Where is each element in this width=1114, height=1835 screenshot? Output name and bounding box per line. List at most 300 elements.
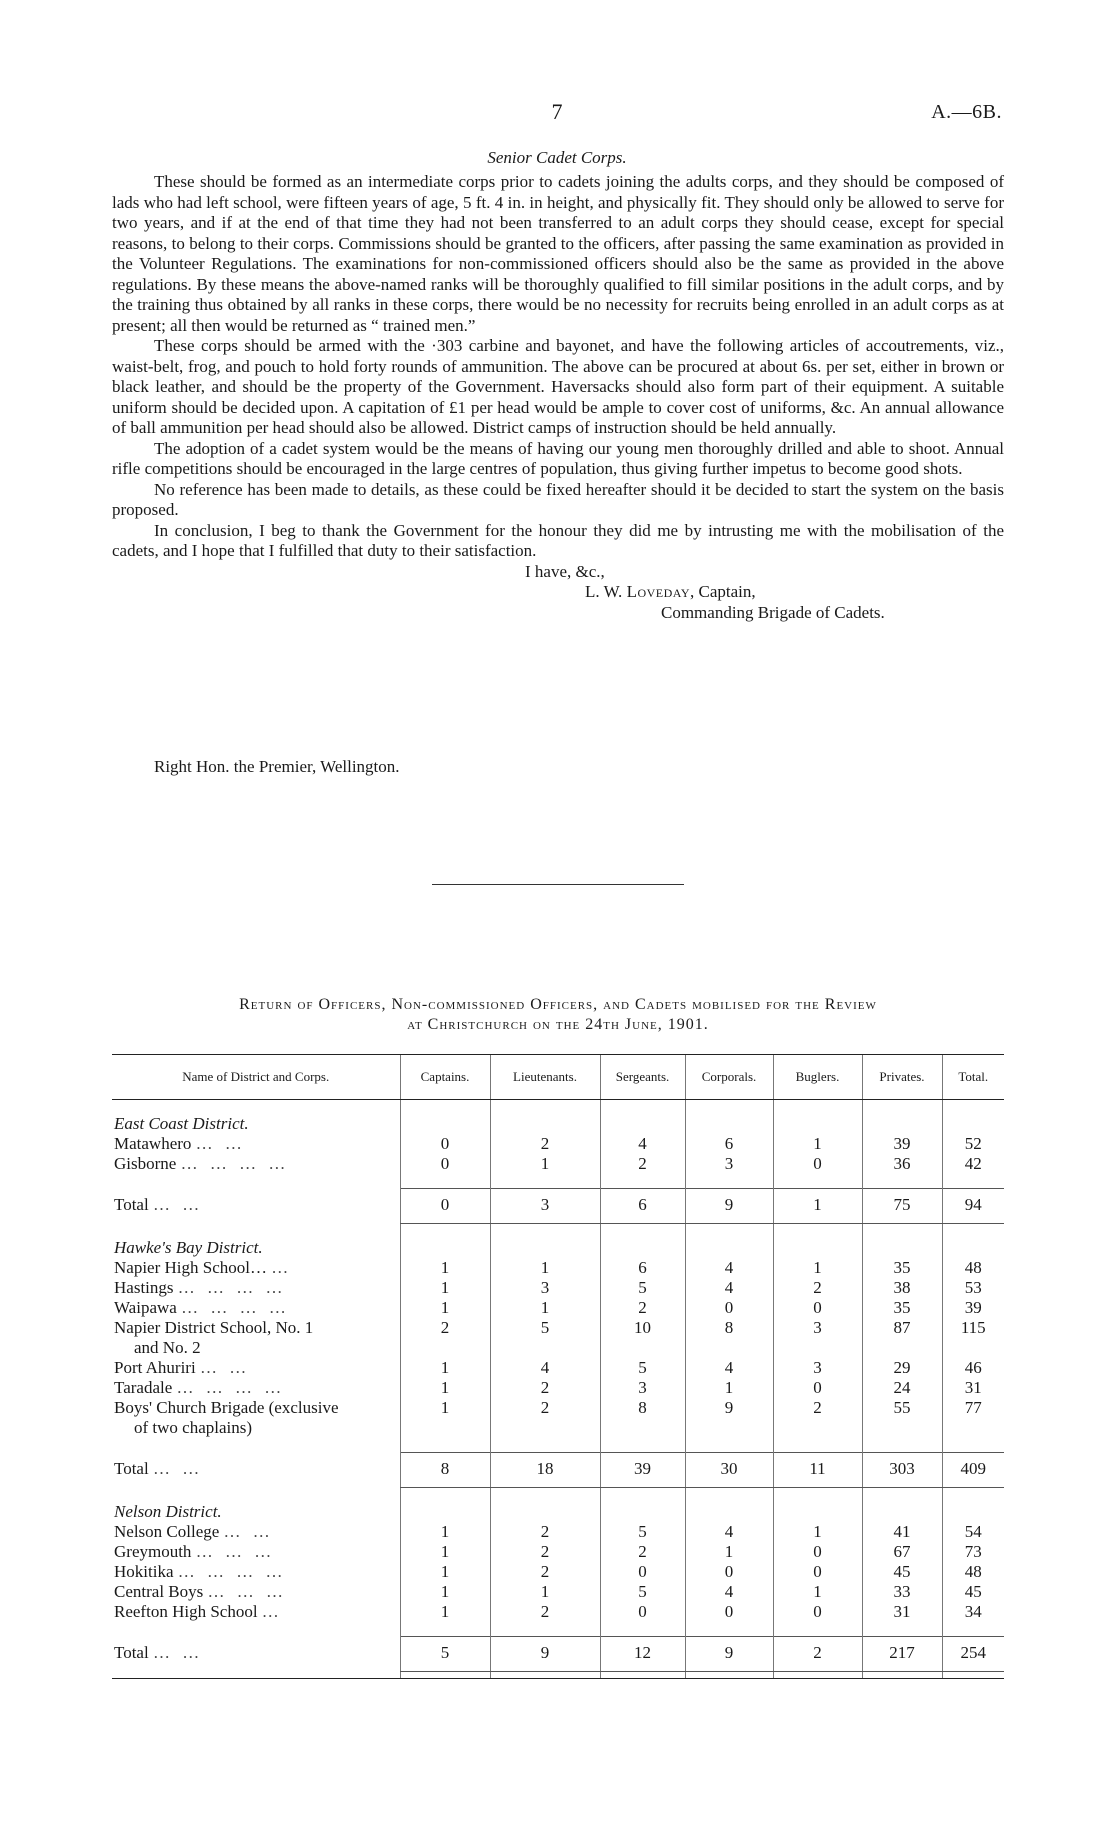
total-cell: 9 [685,1189,773,1224]
empty-cell [773,1622,862,1637]
signatory-title: Commanding Brigade of Cadets. [661,602,885,622]
corps-name-cell [112,1278,400,1298]
empty-cell [600,1100,685,1115]
divider [432,884,684,885]
empty-cell [773,1174,862,1189]
empty-cell [490,1672,600,1679]
total-cell: 94 [942,1189,1004,1224]
table-cell: 2 [490,1134,600,1154]
table-cell: 2 [490,1602,600,1622]
table-row [112,1258,1004,1278]
empty-cell [942,1502,1004,1522]
table-cell: 33 [862,1582,942,1602]
column-header: Privates. [862,1055,942,1100]
empty-cell [685,1502,773,1522]
page-number: 7 [551,99,563,124]
empty-cell [942,1114,1004,1134]
corps-name: Boys' Church Brigade (exclusive [114,1398,339,1417]
corps-name: Napier District School, No. 1 [114,1318,314,1337]
table-cell: 35 [862,1298,942,1318]
table-cell: 2 [490,1522,600,1542]
table-row [112,1278,1004,1298]
table-cell: 0 [773,1602,862,1622]
leader-dots: … [271,1258,293,1277]
empty-cell [773,1672,862,1679]
empty-cell [112,1438,400,1453]
table-cell: 2 [773,1398,862,1438]
table-cell: 45 [942,1582,1004,1602]
corps-name: Port Ahuriri [114,1358,196,1377]
column-header: Sergeants. [600,1055,685,1100]
total-cell: 30 [685,1453,773,1488]
corps-name: Nelson College [114,1522,220,1541]
table-cell: 3 [490,1278,600,1298]
empty-cell [773,1238,862,1258]
empty-cell [942,1224,1004,1239]
table-cell: 2 [490,1378,600,1398]
leader-dots: … … … [195,1542,276,1561]
empty-cell [600,1502,685,1522]
table-cell: 67 [862,1542,942,1562]
leader-dots: … … [195,1134,246,1153]
table-cell: 4 [685,1258,773,1278]
table-cell: 0 [400,1134,490,1154]
table-cell: 2 [490,1398,600,1438]
table-cell: 1 [400,1378,490,1398]
table-cell: 29 [862,1358,942,1378]
total-label: Total [114,1194,149,1214]
leader-dots: … … [152,1194,204,1214]
corps-name-cell [112,1134,400,1154]
table-cell: 31 [942,1378,1004,1398]
table-title-line: at Christchurch on the 24th June, 1901. [407,1016,709,1033]
total-cell: 254 [942,1637,1004,1672]
empty-cell [490,1224,600,1239]
leader-dots: … … … … [181,1298,290,1317]
empty-cell [942,1622,1004,1637]
table-cell: 8 [685,1318,773,1358]
empty-cell [685,1224,773,1239]
district-heading-row [112,1502,1004,1522]
corps-name: Hokitika [114,1562,174,1581]
table-row [112,1602,1004,1622]
table-cell: 0 [773,1298,862,1318]
total-cell: 9 [685,1637,773,1672]
spacer-row [112,1224,1004,1239]
table-cell: 4 [685,1582,773,1602]
table-cell: 42 [942,1154,1004,1174]
table-cell: 2 [600,1542,685,1562]
table-cell: 45 [862,1562,942,1582]
corps-name-cell [112,1602,400,1622]
table-cell: 2 [600,1154,685,1174]
leader-dots: … … … [207,1582,287,1601]
empty-cell [400,1114,490,1134]
empty-cell [685,1238,773,1258]
empty-cell [490,1488,600,1503]
leader-dots: … … [199,1358,251,1377]
table-cell: 38 [862,1278,942,1298]
table-cell: 6 [600,1258,685,1278]
table-row [112,1318,1004,1358]
total-label-cell [112,1189,400,1224]
empty-cell [400,1622,490,1637]
table-cell: 5 [600,1358,685,1378]
table-cell: 1 [400,1398,490,1438]
corps-name-continued: and No. 2 [134,1338,201,1357]
total-row [112,1637,1004,1672]
empty-cell [942,1672,1004,1679]
table-cell: 2 [400,1318,490,1358]
table-cell: 1 [773,1522,862,1542]
table-cell: 4 [685,1278,773,1298]
signatory-rank: , Captain, [690,582,756,601]
table-cell: 0 [600,1562,685,1582]
empty-cell [862,1438,942,1453]
table-cell: 4 [490,1358,600,1378]
table-cell: 24 [862,1378,942,1398]
table-cell: 6 [685,1134,773,1154]
empty-cell [490,1100,600,1115]
table-cell: 48 [942,1258,1004,1278]
empty-cell [400,1672,490,1679]
total-cell: 303 [862,1453,942,1488]
corps-name: Central Boys [114,1582,204,1601]
corps-name-cell [112,1258,400,1278]
empty-cell [862,1114,942,1134]
table-row [112,1134,1004,1154]
column-header: Lieutenants. [490,1055,600,1100]
empty-cell [400,1238,490,1258]
empty-cell [400,1174,490,1189]
table-body [112,1100,1004,1679]
empty-cell [490,1114,600,1134]
table-cell: 1 [400,1582,490,1602]
empty-cell [490,1174,600,1189]
table-row [112,1398,1004,1438]
table-cell: 5 [600,1278,685,1298]
paragraph: These should be formed as an intermediate corps prior to cadets joining the adults corps, and they should be composed of lads who had left school, were fifteen years of age, 5 ft. 4 in. in height, and physically fit. They should only be allowed to serve for two years, and if at the end of that time they had not been transferred to an adult corps they should cease, except for special reasons, to belong to their corps. Commissions should be granted to the officers, after passing the same examination as provided in the Volunteer Regulations. The examinations for non-commissioned officers should also be the same as provided in the above regulations. By these means the above-named ranks will be thoroughly qualified to fill similar positions in the adult corps, and by the training thus obtained by all ranks in these corps, there would be no necessity for recruits being enrolled in an adult corps as at present; all then would be returned as “ trained men.” [112,172,1004,335]
table-cell: 0 [773,1154,862,1174]
total-row [112,1189,1004,1224]
section-heading: Senior Cadet Corps. [487,148,627,167]
empty-cell [400,1488,490,1503]
table-cell: 3 [773,1318,862,1358]
leader-dots: … [261,1602,283,1621]
table-cell: 1 [490,1582,600,1602]
corps-name-continued: of two chaplains) [134,1418,253,1437]
total-cell: 39 [600,1453,685,1488]
corps-name: Reefton High School [114,1602,258,1621]
table-cell: 0 [400,1154,490,1174]
table-row [112,1298,1004,1318]
total-cell: 6 [600,1189,685,1224]
spacer-row [112,1100,1004,1115]
empty-cell [685,1622,773,1637]
empty-cell [112,1174,400,1189]
table-cell: 41 [862,1522,942,1542]
empty-cell [600,1488,685,1503]
table-cell: 46 [942,1358,1004,1378]
table-cell: 1 [773,1258,862,1278]
paragraph: The adoption of a cadet system would be the means of having our young men thoroughly drilled and able to shoot. Annual rifle competitions should be encouraged in the large centres of population, thus giving further impetus to become good shots. [112,438,1004,478]
empty-cell [942,1438,1004,1453]
table-row [112,1522,1004,1542]
empty-cell [862,1622,942,1637]
table-cell: 1 [400,1358,490,1378]
table-cell: 4 [685,1522,773,1542]
table-cell: 73 [942,1542,1004,1562]
total-cell: 5 [400,1637,490,1672]
empty-cell [862,1100,942,1115]
total-label: Total [114,1458,149,1478]
empty-cell [862,1224,942,1239]
table-cell: 77 [942,1398,1004,1438]
table-cell: 0 [600,1602,685,1622]
empty-cell [773,1502,862,1522]
table-cell: 55 [862,1398,942,1438]
table-cell: 0 [685,1602,773,1622]
table-cell: 36 [862,1154,942,1174]
table-cell: 4 [685,1358,773,1378]
empty-cell [685,1174,773,1189]
district-name: East Coast District. [114,1114,249,1133]
table-title-line: Return of Officers, Non-commissioned Officers, and Cadets mobilised for the Review [239,996,877,1013]
leader-dots: … … … … [177,1562,287,1581]
empty-cell [490,1238,600,1258]
signatory-initials: L. W. [585,582,623,601]
column-header: Captains. [400,1055,490,1100]
empty-cell [862,1488,942,1503]
total-label-cell [112,1637,400,1672]
empty-cell [400,1502,490,1522]
table-cell: 1 [400,1522,490,1542]
corps-name-cell [112,1562,400,1582]
table-cell: 1 [490,1258,600,1278]
empty-cell [942,1238,1004,1258]
table-cell: 1 [685,1378,773,1398]
total-cell: 217 [862,1637,942,1672]
table-cell: 39 [862,1134,942,1154]
empty-cell [600,1438,685,1453]
empty-cell [112,1100,400,1115]
table-cell: 1 [773,1582,862,1602]
leader-dots: … … … … [177,1278,287,1297]
returns-table [112,1054,1004,1679]
corps-name: Matawhero [114,1134,192,1153]
empty-cell [685,1488,773,1503]
table-cell: 2 [490,1542,600,1562]
total-cell: 18 [490,1453,600,1488]
empty-cell [112,1488,400,1503]
empty-cell [685,1114,773,1134]
empty-cell [862,1174,942,1189]
table-cell: 1 [773,1134,862,1154]
empty-cell [600,1622,685,1637]
table-cell: 0 [685,1298,773,1318]
table-cell: 2 [773,1278,862,1298]
corps-name-cell [112,1582,400,1602]
table-cell: 10 [600,1318,685,1358]
empty-cell [942,1488,1004,1503]
empty-cell [862,1238,942,1258]
table-cell: 1 [400,1258,490,1278]
empty-cell [400,1438,490,1453]
empty-cell [773,1100,862,1115]
table-cell: 8 [600,1398,685,1438]
table-row [112,1582,1004,1602]
addressee: Right Hon. the Premier, Wellington. [154,757,400,776]
total-label: Total [114,1642,149,1662]
empty-cell [112,1622,400,1637]
paragraph: In conclusion, I beg to thank the Government for the honour they did me by intrusting me with the mobilisation of the cadets, and I hope that I fulfilled that duty to their satisfaction. [112,520,1004,560]
total-cell: 9 [490,1637,600,1672]
table-cell: 5 [600,1582,685,1602]
empty-cell [862,1672,942,1679]
table-cell: 34 [942,1602,1004,1622]
table-cell: 5 [490,1318,600,1358]
leader-dots: … … [152,1642,204,1662]
table-cell: 9 [685,1398,773,1438]
table-cell: 0 [773,1562,862,1582]
corps-name-cell [112,1378,400,1398]
empty-cell [600,1238,685,1258]
paragraph: These corps should be armed with the ·303 carbine and bayonet, and have the following articles of accoutrements, viz., waist-belt, frog, and pouch to hold forty rounds of ammunition. The above can be procured at about 6s. per set, either in brown or black leather, and should be the property of the Government. Haversacks should also form part of their equipment. A suitable uniform should be decided upon. A capitation of £1 per head would be ample to cover cost of uniforms, &c. An annual allowance of ball ammunition per head should also be allowed. District camps of instruction should be held annually. [112,336,1004,437]
empty-cell [600,1672,685,1679]
empty-cell [400,1224,490,1239]
corps-name: Napier High School… [114,1258,267,1277]
empty-cell [490,1438,600,1453]
table-cell: 2 [490,1562,600,1582]
empty-cell [942,1100,1004,1115]
table-cell: 2 [600,1298,685,1318]
empty-cell [773,1438,862,1453]
table-cell: 0 [685,1562,773,1582]
table-cell: 54 [942,1522,1004,1542]
document-reference: A.—6B. [931,101,1002,123]
total-cell: 0 [400,1189,490,1224]
total-row [112,1453,1004,1488]
leader-dots: … … [223,1522,274,1541]
table-cell: 115 [942,1318,1004,1358]
closing: I have, &c., [525,561,605,581]
total-cell: 3 [490,1189,600,1224]
empty-cell [400,1100,490,1115]
empty-cell [490,1502,600,1522]
signatory [112,582,1004,603]
table-cell: 0 [773,1378,862,1398]
table-cell: 1 [400,1298,490,1318]
total-cell: 2 [773,1637,862,1672]
corps-name: Greymouth [114,1542,192,1561]
column-header: Name of District and Corps. [112,1055,400,1100]
corps-name-cell [112,1318,400,1358]
table-cell: 5 [600,1522,685,1542]
empty-cell [600,1174,685,1189]
table-row [112,1542,1004,1562]
corps-name: Gisborne [114,1154,177,1173]
table-header-row [112,1055,1004,1100]
table-cell: 39 [942,1298,1004,1318]
total-cell: 1 [773,1189,862,1224]
empty-cell [490,1622,600,1637]
table-cell: 1 [400,1602,490,1622]
table-cell: 52 [942,1134,1004,1154]
spacer-row [112,1622,1004,1637]
table-cell: 3 [773,1358,862,1378]
corps-name: Hastings [114,1278,174,1297]
paragraph: No reference has been made to details, as these could be fixed hereafter should it be decided to start the system on the basis proposed. [112,479,1004,519]
table-cell: 4 [600,1134,685,1154]
table-cell: 35 [862,1258,942,1278]
table-cell: 1 [400,1278,490,1298]
district-name: Nelson District. [114,1502,222,1521]
empty-cell [942,1174,1004,1189]
district-name: Hawke's Bay District. [114,1238,263,1257]
empty-cell [685,1100,773,1115]
corps-name-cell [112,1298,400,1318]
total-cell: 409 [942,1453,1004,1488]
table-cell: 0 [773,1542,862,1562]
table-cell: 48 [942,1562,1004,1582]
column-header: Corporals. [685,1055,773,1100]
empty-cell [773,1114,862,1134]
empty-cell [685,1438,773,1453]
table-cell: 3 [685,1154,773,1174]
table-cell: 31 [862,1602,942,1622]
table-cell: 53 [942,1278,1004,1298]
table-cell: 1 [685,1542,773,1562]
table-cell: 1 [490,1154,600,1174]
total-cell: 75 [862,1189,942,1224]
corps-name-cell [112,1398,400,1438]
empty-cell [685,1672,773,1679]
leader-dots: … … [152,1458,204,1478]
empty-cell [773,1224,862,1239]
table-row [112,1358,1004,1378]
district-heading-row [112,1238,1004,1258]
corps-name-cell [112,1154,400,1174]
total-cell: 12 [600,1637,685,1672]
empty-cell [600,1224,685,1239]
table-cell: 3 [600,1378,685,1398]
table-cell: 1 [490,1298,600,1318]
empty-cell [862,1502,942,1522]
spacer-row [112,1438,1004,1453]
letter-body [112,172,1004,623]
corps-name: Waipawa [114,1298,177,1317]
corps-name-cell [112,1358,400,1378]
table-end-row [112,1672,1004,1679]
table-cell: 87 [862,1318,942,1358]
spacer-row [112,1174,1004,1189]
empty-cell [112,1672,400,1679]
corps-name: Taradale [114,1378,173,1397]
table-row [112,1562,1004,1582]
empty-cell [773,1488,862,1503]
total-label-cell [112,1453,400,1488]
corps-name-cell [112,1522,400,1542]
corps-name-cell [112,1542,400,1562]
table-row [112,1154,1004,1174]
column-header: Buglers. [773,1055,862,1100]
empty-cell [600,1114,685,1134]
table-row [112,1378,1004,1398]
table-title [112,995,1004,1035]
total-cell: 11 [773,1453,862,1488]
table-cell: 1 [400,1542,490,1562]
table-cell: 1 [400,1562,490,1582]
